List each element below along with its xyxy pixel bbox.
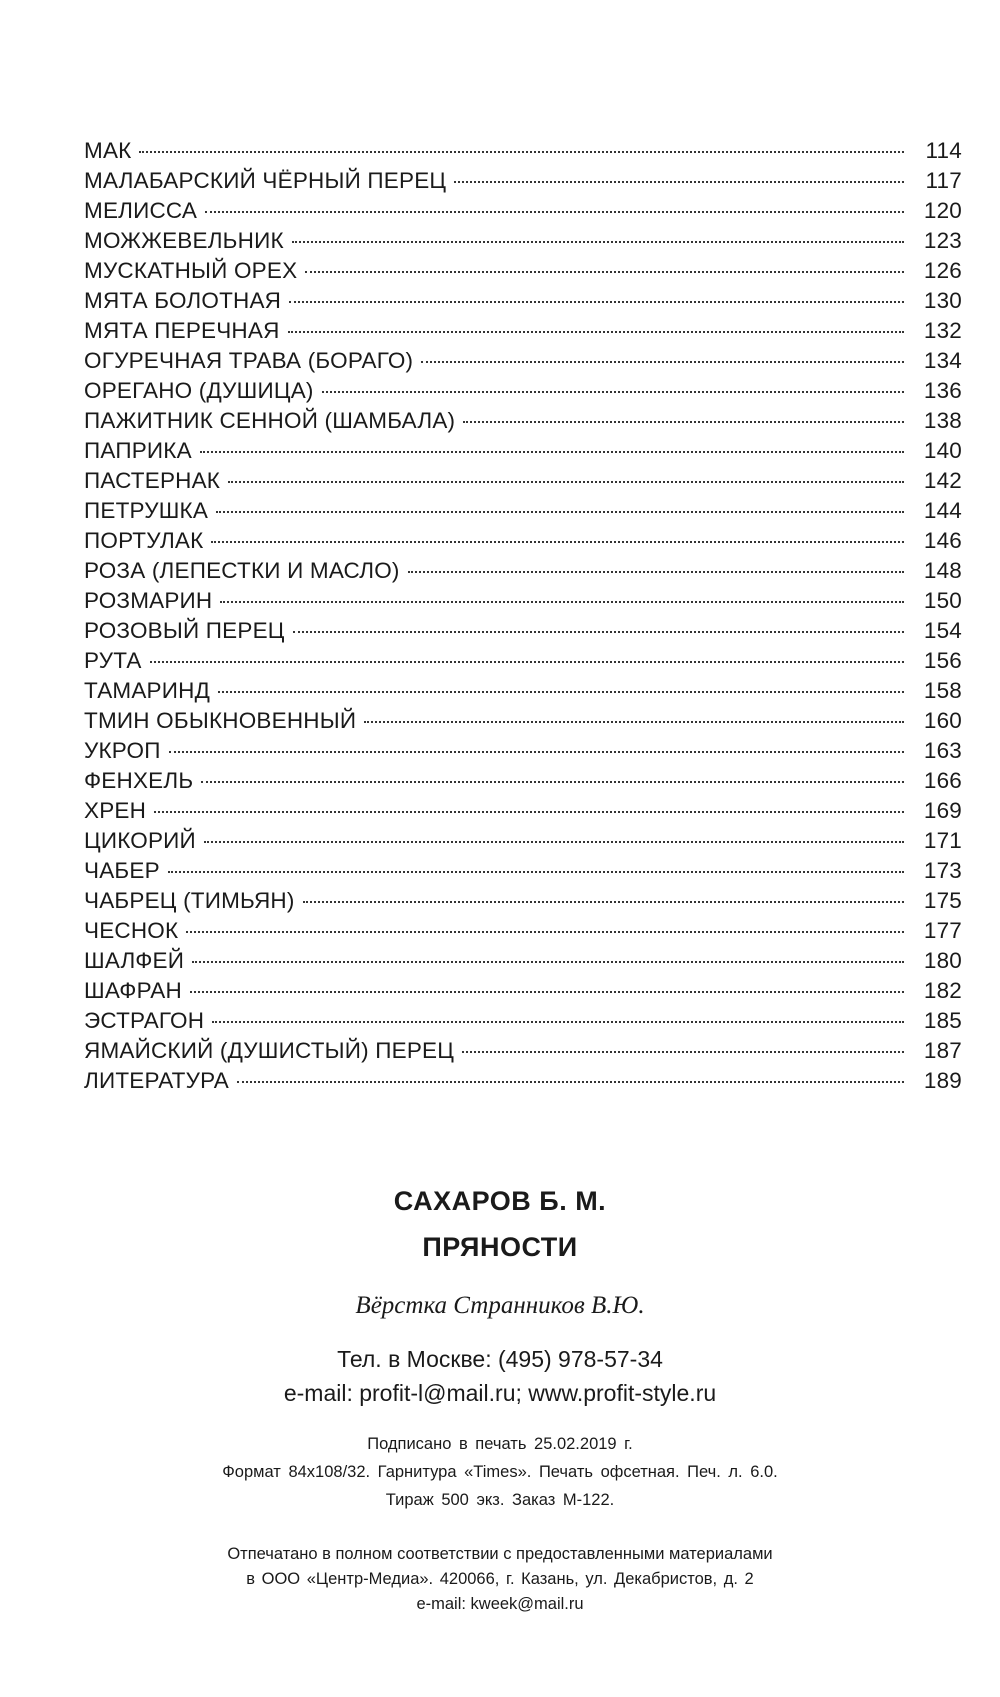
toc-entry-title: ЧАБЕР xyxy=(84,858,160,883)
toc-entry-title: ЦИКОРИЙ xyxy=(84,828,196,853)
toc-entry xyxy=(84,558,962,588)
toc-entry-page: 173 xyxy=(923,858,962,883)
toc-entry-page: 123 xyxy=(923,228,962,253)
toc-dot-leader xyxy=(154,811,904,813)
toc-entry-title: МЕЛИССА xyxy=(84,198,198,223)
toc-entry xyxy=(84,828,962,858)
toc-entry-page: 140 xyxy=(923,438,962,463)
toc-dot-leader xyxy=(293,631,904,633)
toc-entry xyxy=(84,888,962,918)
toc-dot-leader xyxy=(463,421,904,423)
toc-dot-leader xyxy=(186,931,904,933)
toc-entry-title: МОЖЖЕВЕЛЬНИК xyxy=(84,228,284,253)
toc-entry xyxy=(84,798,962,828)
toc-entry xyxy=(84,258,962,288)
toc-entry xyxy=(84,978,962,1008)
toc-entry-page: 185 xyxy=(923,1008,962,1033)
printer-email: e-mail: kweek@mail.ru xyxy=(416,1595,584,1613)
toc-dot-leader xyxy=(139,151,904,153)
toc-dot-leader xyxy=(220,601,904,603)
publisher-contacts: e-mail: profit-l@mail.ru; www.profit-style.ru xyxy=(283,1380,717,1406)
toc-entry xyxy=(84,588,962,618)
toc-entry-page: 163 xyxy=(923,738,962,763)
toc-entry-page: 142 xyxy=(923,468,962,493)
toc-entry-title: ЧАБРЕЦ (ТИМЬЯН) xyxy=(84,888,295,913)
toc-entry-title: ПОРТУЛАК xyxy=(84,528,204,553)
toc-entry xyxy=(84,138,962,168)
toc-dot-leader xyxy=(218,691,904,693)
toc-entry-page: 154 xyxy=(923,618,962,643)
toc-entry-title: ЭСТРАГОН xyxy=(84,1008,205,1033)
toc-entry xyxy=(84,318,962,348)
toc-entry-title: МЯТА ПЕРЕЧНАЯ xyxy=(84,318,280,343)
toc-dot-leader xyxy=(454,181,904,183)
toc-dot-leader xyxy=(364,721,904,723)
toc-entry-title: УКРОП xyxy=(84,738,161,763)
toc-entry-title: ПАСТЕРНАК xyxy=(84,468,221,493)
toc-entry xyxy=(84,408,962,438)
toc-dot-leader xyxy=(228,481,904,483)
toc-entry xyxy=(84,918,962,948)
toc-dot-leader xyxy=(204,841,904,843)
toc-dot-leader xyxy=(216,511,904,513)
toc-entry xyxy=(84,1008,962,1038)
toc-entry-title: МУСКАТНЫЙ ОРЕХ xyxy=(84,258,298,283)
toc-entry-page: 158 xyxy=(923,678,962,703)
toc-entry-title: ТМИН ОБЫКНОВЕННЫЙ xyxy=(84,708,357,733)
toc-entry xyxy=(84,378,962,408)
print-format: Формат 84x108/32. Гарнитура «Times». Печать офсетная. Печ. л. 6.0. xyxy=(222,1463,778,1481)
toc-entry-page: 189 xyxy=(923,1068,962,1093)
print-signed-date: Подписано в печать 25.02.2019 г. xyxy=(367,1435,633,1453)
toc-dot-leader xyxy=(201,781,904,783)
toc-entry-title: МАК xyxy=(84,138,132,163)
layout-credit: Вёрстка Странников В.Ю. xyxy=(355,1292,645,1319)
toc-entry-title: ОРЕГАНО (ДУШИЦА) xyxy=(84,378,314,403)
toc-entry-page: 166 xyxy=(923,768,962,793)
toc-entry xyxy=(84,288,962,318)
toc-entry xyxy=(84,768,962,798)
toc-entry xyxy=(84,618,962,648)
toc-entry-page: 187 xyxy=(923,1038,962,1063)
toc-entry-page: 132 xyxy=(923,318,962,343)
toc-entry xyxy=(84,678,962,708)
toc-entry xyxy=(84,438,962,468)
toc-entry-page: 117 xyxy=(925,168,962,193)
toc-entry-title: ОГУРЕЧНАЯ ТРАВА (БОРАГО) xyxy=(84,348,414,373)
toc-dot-leader xyxy=(322,391,904,393)
toc-entry xyxy=(84,528,962,558)
toc-dot-leader xyxy=(169,751,904,753)
publisher-phone: Тел. в Москве: (495) 978-57-34 xyxy=(337,1346,663,1372)
toc-entry xyxy=(84,1038,962,1068)
toc-entry-page: 180 xyxy=(923,948,962,973)
book-title: ПРЯНОСТИ xyxy=(422,1232,578,1262)
toc-entry-page: 136 xyxy=(923,378,962,403)
toc-entry-title: ЯМАЙСКИЙ (ДУШИСТЫЙ) ПЕРЕЦ xyxy=(84,1038,455,1063)
toc-dot-leader xyxy=(288,331,904,333)
toc-entry-page: 138 xyxy=(923,408,962,433)
book-author: САХАРОВ Б. М. xyxy=(393,1186,607,1216)
toc-entry xyxy=(84,498,962,528)
toc-entry-title: ШАФРАН xyxy=(84,978,182,1003)
toc-entry-title: РОЗА (ЛЕПЕСТКИ И МАСЛО) xyxy=(84,558,400,583)
toc-entry-title: ШАЛФЕЙ xyxy=(84,948,185,973)
toc-dot-leader xyxy=(212,1021,904,1023)
toc-entry-title: РУТА xyxy=(84,648,142,673)
toc-entry-title: ПАПРИКА xyxy=(84,438,192,463)
toc-entry-page: 120 xyxy=(923,198,962,223)
toc-dot-leader xyxy=(305,271,904,273)
toc-dot-leader xyxy=(200,451,904,453)
toc-entry-page: 150 xyxy=(923,588,962,613)
toc-entry-title: МЯТА БОЛОТНАЯ xyxy=(84,288,282,313)
printer-address: в ООО «Центр-Медиа». 420066, г. Казань, ул. Декабристов, д. 2 xyxy=(246,1570,754,1588)
toc-entry xyxy=(84,348,962,378)
toc-dot-leader xyxy=(292,241,904,243)
toc-dot-leader xyxy=(150,661,904,663)
table-of-contents xyxy=(84,138,962,1098)
toc-entry xyxy=(84,198,962,228)
toc-entry-page: 175 xyxy=(923,888,962,913)
toc-entry-title: ПАЖИТНИК СЕННОЙ (ШАМБАЛА) xyxy=(84,408,456,433)
toc-entry-title: ЧЕСНОК xyxy=(84,918,179,943)
toc-dot-leader xyxy=(303,901,904,903)
toc-entry xyxy=(84,468,962,498)
toc-entry-page: 177 xyxy=(923,918,962,943)
toc-dot-leader xyxy=(168,871,904,873)
toc-dot-leader xyxy=(237,1081,904,1083)
toc-entry-title: РОЗОВЫЙ ПЕРЕЦ xyxy=(84,618,285,643)
toc-entry xyxy=(84,738,962,768)
toc-entry xyxy=(84,948,962,978)
toc-entry xyxy=(84,228,962,258)
print-circulation: Тираж 500 экз. Заказ М-122. xyxy=(385,1491,615,1509)
toc-entry-page: 130 xyxy=(923,288,962,313)
toc-entry-title: ЛИТЕРАТУРА xyxy=(84,1068,229,1093)
toc-entry-page: 156 xyxy=(923,648,962,673)
toc-dot-leader xyxy=(192,961,904,963)
toc-entry-page: 134 xyxy=(923,348,962,373)
toc-entry-page: 182 xyxy=(923,978,962,1003)
printer-note: Отпечатано в полном соответствии с предоставленными материалами xyxy=(227,1545,773,1563)
toc-entry-page: 169 xyxy=(923,798,962,823)
toc-entry xyxy=(84,648,962,678)
toc-entry-title: ПЕТРУШКА xyxy=(84,498,209,523)
toc-dot-leader xyxy=(408,571,904,573)
toc-dot-leader xyxy=(421,361,904,363)
toc-entry-page: 160 xyxy=(923,708,962,733)
toc-entry xyxy=(84,168,962,198)
toc-entry-page: 148 xyxy=(923,558,962,583)
toc-entry-title: ХРЕН xyxy=(84,798,147,823)
toc-entry-page: 171 xyxy=(923,828,962,853)
toc-entry-page: 126 xyxy=(923,258,962,283)
toc-entry-page: 114 xyxy=(925,138,962,163)
toc-entry xyxy=(84,708,962,738)
toc-dot-leader xyxy=(462,1051,904,1053)
toc-entry-title: МАЛАБАРСКИЙ ЧЁРНЫЙ ПЕРЕЦ xyxy=(84,168,447,193)
toc-dot-leader xyxy=(289,301,904,303)
toc-entry-page: 146 xyxy=(923,528,962,553)
toc-entry xyxy=(84,1068,962,1098)
toc-dot-leader xyxy=(211,541,904,543)
toc-entry-title: ФЕНХЕЛЬ xyxy=(84,768,194,793)
toc-entry-title: РОЗМАРИН xyxy=(84,588,213,613)
toc-dot-leader xyxy=(190,991,904,993)
toc-dot-leader xyxy=(205,211,904,213)
toc-entry-title: ТАМАРИНД xyxy=(84,678,211,703)
toc-entry xyxy=(84,858,962,888)
toc-entry-page: 144 xyxy=(923,498,962,523)
